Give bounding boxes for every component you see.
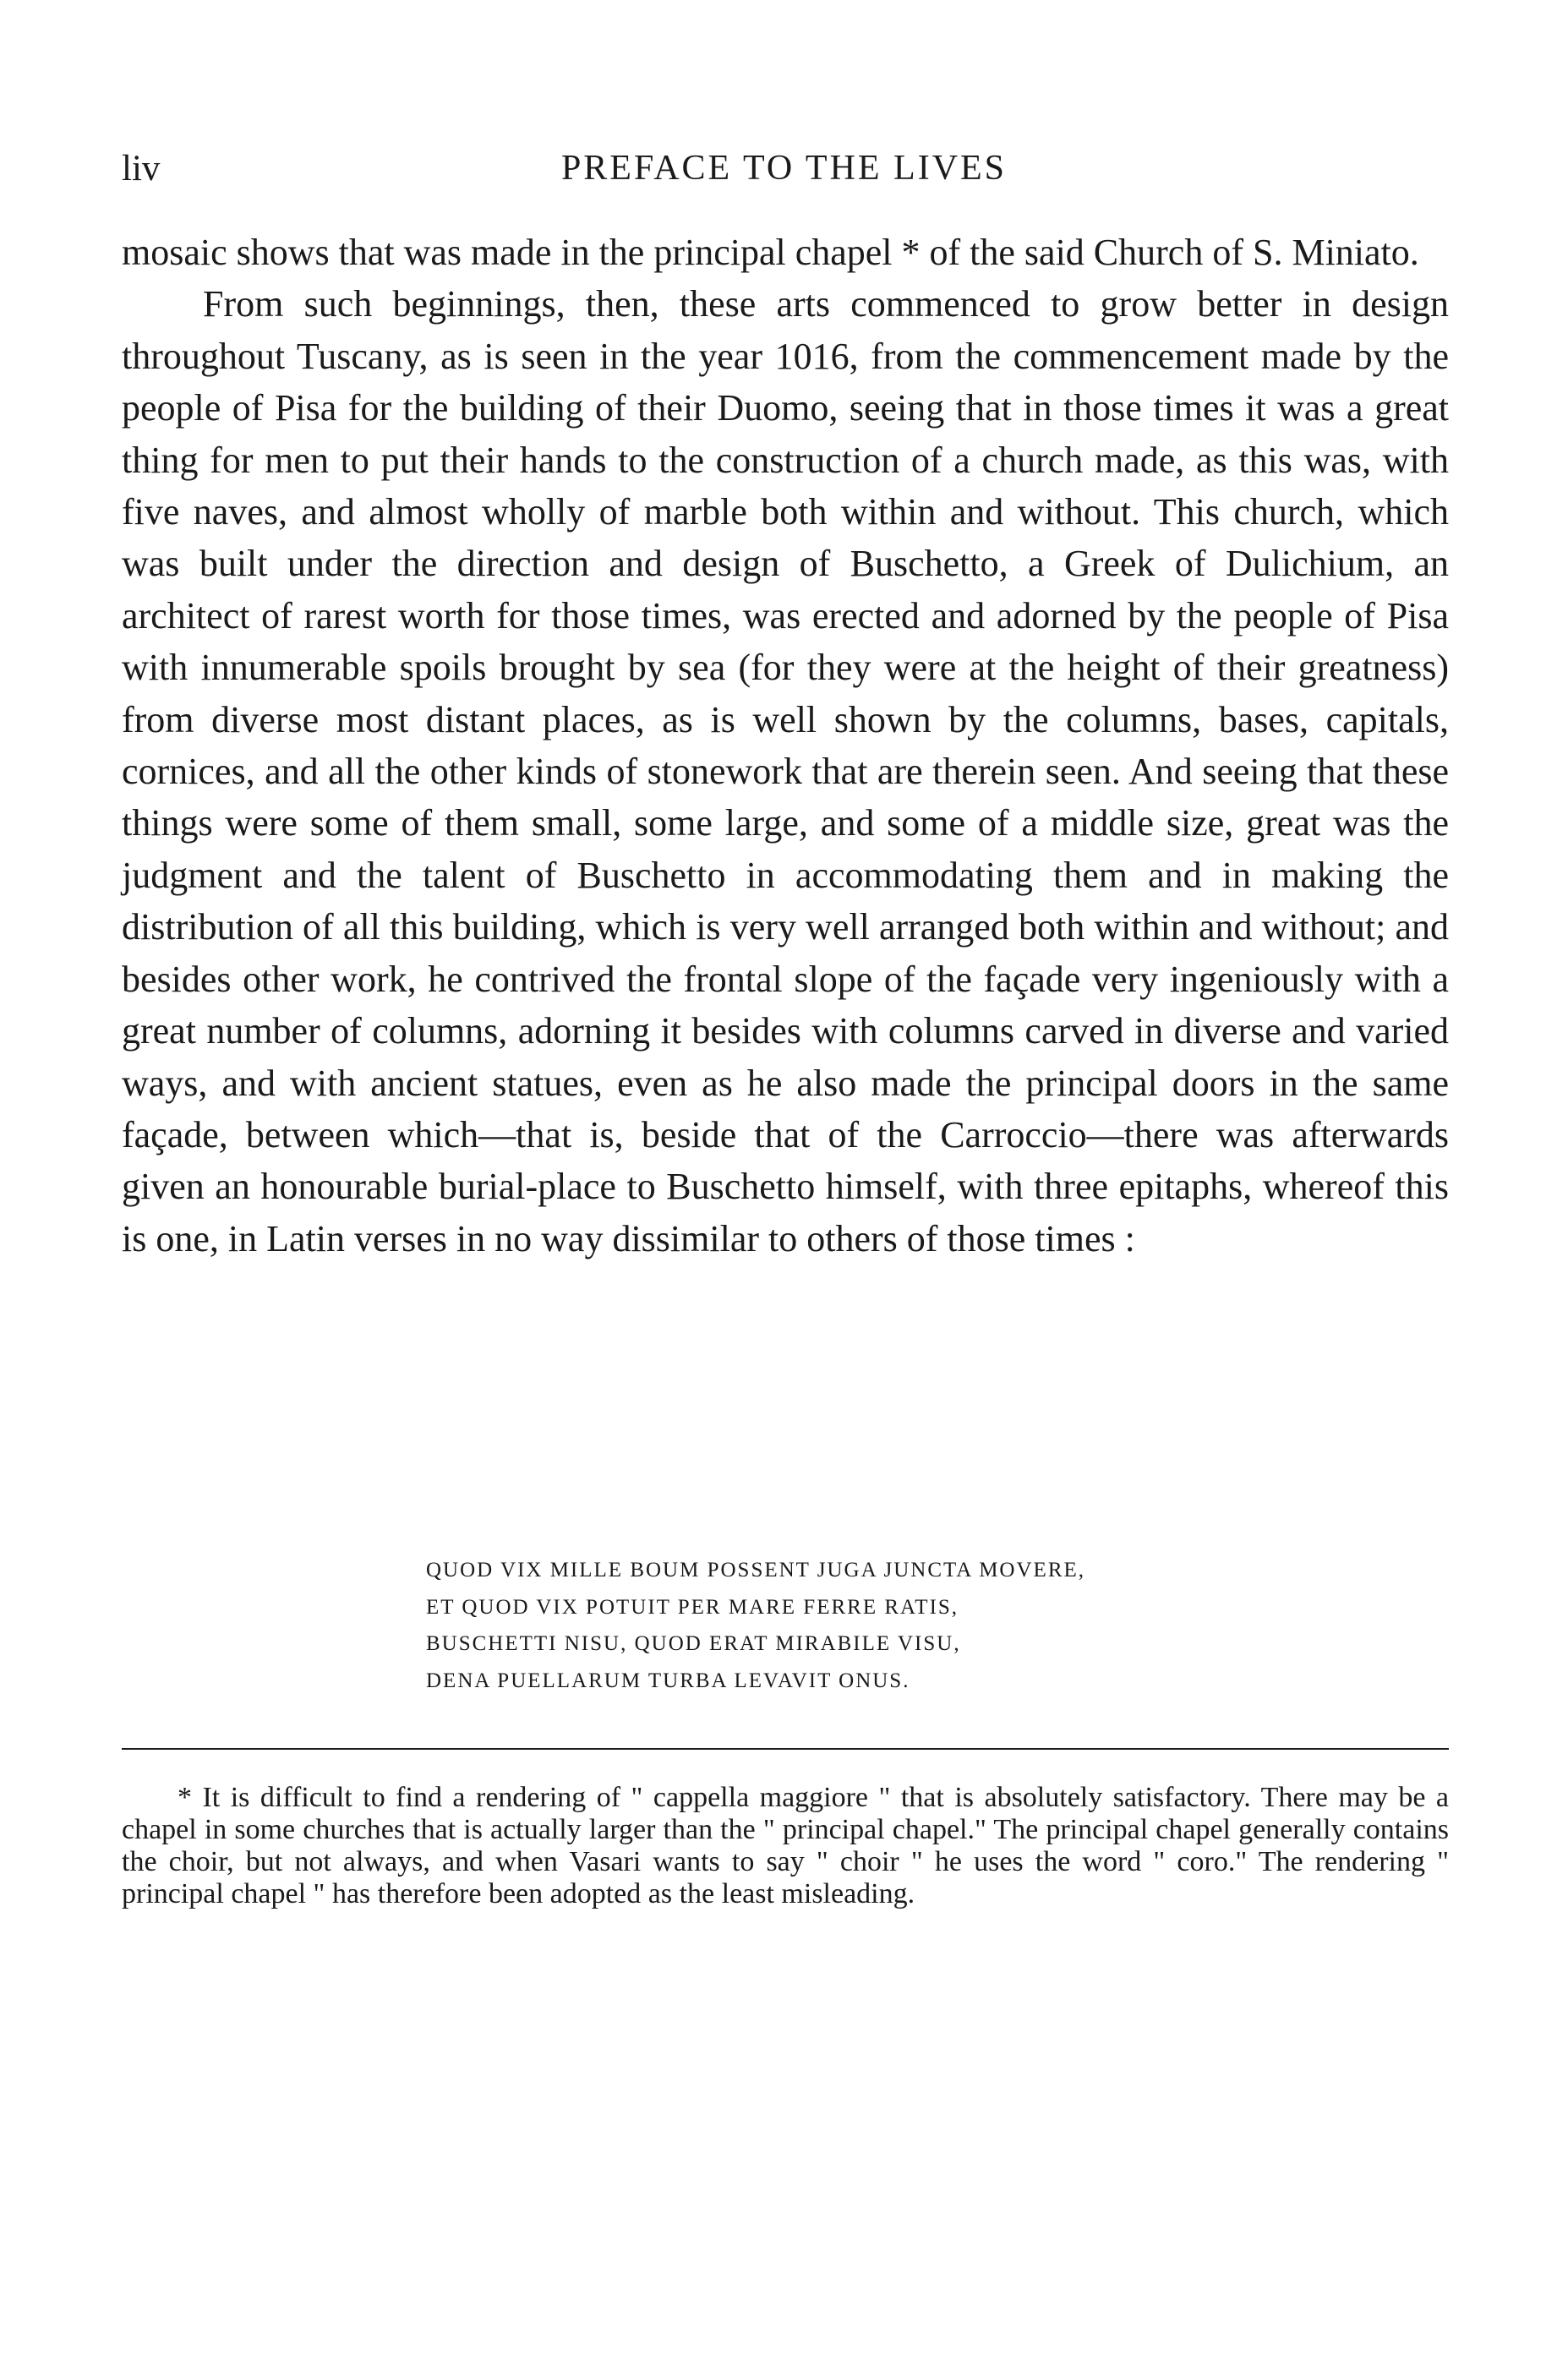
footnote bbox=[122, 1782, 1449, 1910]
body-text bbox=[122, 227, 1449, 1265]
running-head-title: PREFACE TO THE LIVES bbox=[560, 149, 1008, 188]
page-number: liv bbox=[122, 149, 161, 188]
footnote-divider bbox=[122, 1748, 1449, 1750]
epitaph-line: QUOD VIX MILLE BOUM POSSENT JUGA JUNCTA MOVERE, bbox=[426, 1559, 1086, 1582]
epitaph-line: ET QUOD VIX POTUIT PER MARE FERRE RATIS, bbox=[426, 1595, 959, 1619]
footnote-text: * It is difficult to find a rendering of " cappella maggiore " that is absolutely satisfactory. There may be a chapel in some churches that is actually larger than the " principal chapel." The principal chapel generally contains the choir, but not always, and when Vasari wants to say " choir " he uses the word " coro." The rendering " principal chapel " has therefore been adopted as the least misleading. bbox=[122, 1782, 1449, 1909]
paragraph-main: From such beginnings, then, these arts commenced to grow better in design throughout Tuscany, as is seen in the year 1016, from the commencement made by the people of Pisa for the building of their Duomo, seeing that in those times it was a great thing for men to put their hands to the construction of a church made, as this was, with five naves, and almost wholly of marble both within and without. This church, which was built under the direction and design of Buschetto, a Greek of Dulichium, an architect of rarest worth for those times, was erected and adorned by the people of Pisa with innumerable spoils brought by sea (for they were at the height of their greatness) from diverse most distant places, as is well shown by the columns, bases, capitals, cornices, and all the other kinds of stonework that are therein seen. And seeing that these things were some of them small, some large, and some of a middle size, great was the judgment and the talent of Buschetto in accommodating them and in making the distribution of all this building, which is very well arranged both within and without; and besides other work, he contrived the frontal slope of the façade very ingeniously with a great number of columns, adorning it besides with columns carved in diverse and varied ways, and with ancient statues, even as he also made the principal doors in the same façade, between which—that is, beside that of the Carroccio—there was afterwards given an honourable burial-place to Buschetto himself, with three epitaphs, whereof this is one, in Latin verses in no way dissimilar to others of those times : bbox=[122, 283, 1449, 1259]
epitaph-line: BUSCHETTI NISU, QUOD ERAT MIRABILE VISU, bbox=[426, 1632, 961, 1655]
latin-epitaph bbox=[426, 1552, 1085, 1699]
paragraph-continuation: mosaic shows that was made in the principal chapel * of the said Church of S. Miniato. bbox=[122, 232, 1419, 273]
epitaph-line: DENA PUELLARUM TURBA LEVAVIT ONUS. bbox=[426, 1669, 910, 1692]
